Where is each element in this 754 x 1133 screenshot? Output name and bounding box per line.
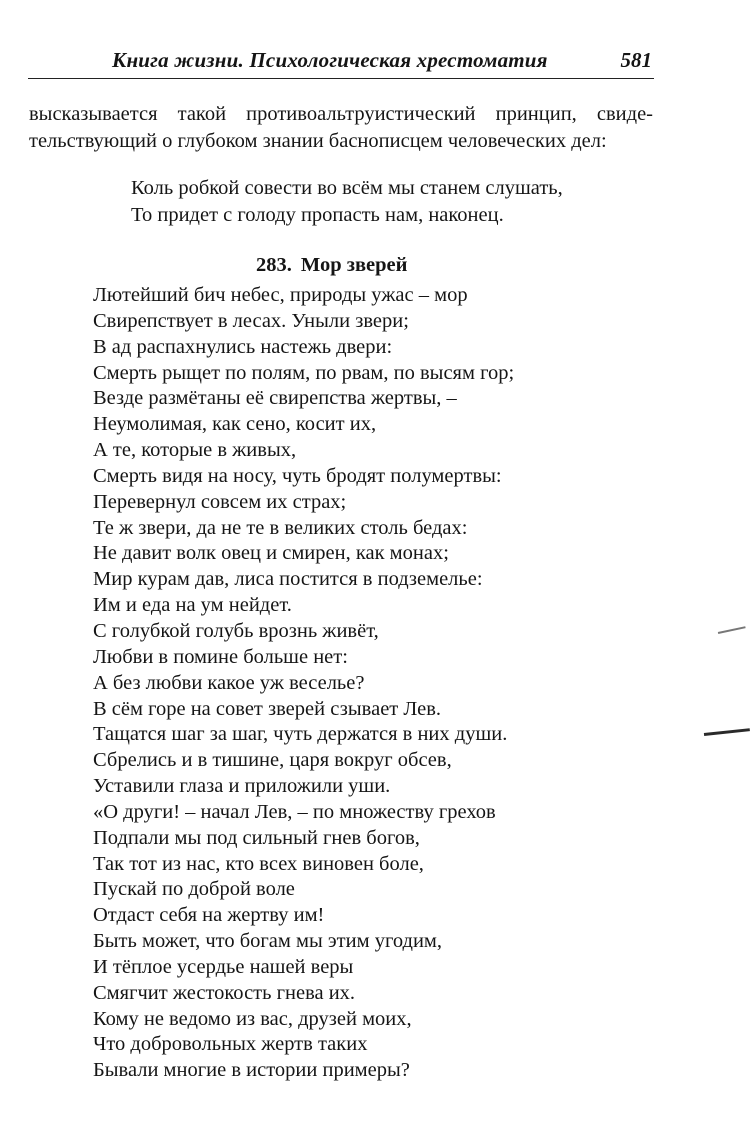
- verse-line: А те, которые в живых,: [93, 439, 297, 462]
- verse-line: «О други! – начал Лев, – по множеству грехов: [93, 800, 496, 823]
- verse-line: Любви в помине больше нет:: [93, 645, 348, 668]
- epigram-line: Коль робкой совести во всём мы станем слушать,: [131, 177, 563, 199]
- epigram-quote: [131, 175, 563, 229]
- verse-line: Не давит волк овец и смирен, как монах;: [93, 542, 449, 565]
- verse-line: Кому не ведомо из вас, друзей моих,: [93, 1007, 412, 1030]
- running-header-title: Книга жизни. Психологическая хрестоматия: [112, 48, 548, 72]
- verse-line: Лютейший бич небес, природы ужас – мор: [93, 284, 468, 306]
- page-number: 581: [620, 48, 652, 72]
- epigram-line: То придет с голоду пропасть нам, наконец.: [131, 204, 504, 226]
- fable-title: Мор зверей: [300, 254, 408, 276]
- verse-line: Быть может, что богам мы этим угодим,: [93, 930, 443, 953]
- verse-line: Уставили глаза и приложили уши.: [93, 775, 391, 798]
- fable-number: 283.: [256, 254, 292, 276]
- verse-line: Что добровольных жертв таких: [93, 1033, 368, 1056]
- verse-line: Пускай по доброй воле: [93, 878, 295, 901]
- fable-heading: [256, 254, 407, 277]
- running-header: [104, 48, 656, 76]
- fable-verse: [93, 283, 514, 1084]
- verse-line: Подпали мы под сильный гнев богов,: [93, 826, 420, 849]
- verse-line: Смерть видя на носу, чуть бродят полумертвы:: [93, 464, 502, 487]
- verse-line: Свирепствует в лесах. Уныли звери;: [93, 309, 409, 332]
- verse-line: Им и еда на ум нейдет.: [93, 594, 292, 617]
- verse-line: С голубкой голубь врознь живёт,: [93, 619, 379, 642]
- verse-line: Смерть рыщет по полям, по рвам, по высям гор;: [93, 361, 515, 384]
- scan-mark: [718, 626, 746, 633]
- verse-line: В ад распахнулись настежь двери:: [93, 335, 393, 358]
- intro-paragraph: [29, 101, 653, 155]
- verse-line: Бывали многие в истории примеры?: [93, 1059, 410, 1082]
- verse-line: Неумолимая, как сено, косит их,: [93, 413, 377, 436]
- verse-line: Сбрелись и в тишине, царя вокруг обсев,: [93, 749, 452, 772]
- verse-line: Везде размётаны её свирепства жертвы, –: [93, 387, 457, 410]
- header-rule: [28, 78, 654, 79]
- verse-line: Мир курам дав, лиса постится в подземелье:: [93, 568, 483, 591]
- verse-line: А без любви какое уж веселье?: [93, 671, 365, 694]
- verse-line: И тёплое усердье нашей веры: [93, 955, 354, 978]
- intro-line: тельствующий о глубоком знании баснописцем человеческих дел:: [29, 130, 607, 152]
- verse-line: Тащатся шаг за шаг, чуть держатся в них души.: [93, 723, 508, 746]
- verse-line: Смягчит жестокость гнева их.: [93, 981, 356, 1004]
- verse-line: Отдаст себя на жертву им!: [93, 904, 325, 927]
- verse-line: В сём горе на совет зверей сзывает Лев.: [93, 697, 442, 720]
- verse-line: Так тот из нас, кто всех виновен боле,: [93, 852, 424, 875]
- scan-mark: [704, 728, 750, 735]
- verse-line: Те ж звери, да не те в великих столь бедах:: [93, 516, 468, 539]
- intro-line: высказывается такой противоальтруистический принцип, свиде-: [29, 103, 653, 125]
- verse-line: Перевернул совсем их страх;: [93, 490, 347, 513]
